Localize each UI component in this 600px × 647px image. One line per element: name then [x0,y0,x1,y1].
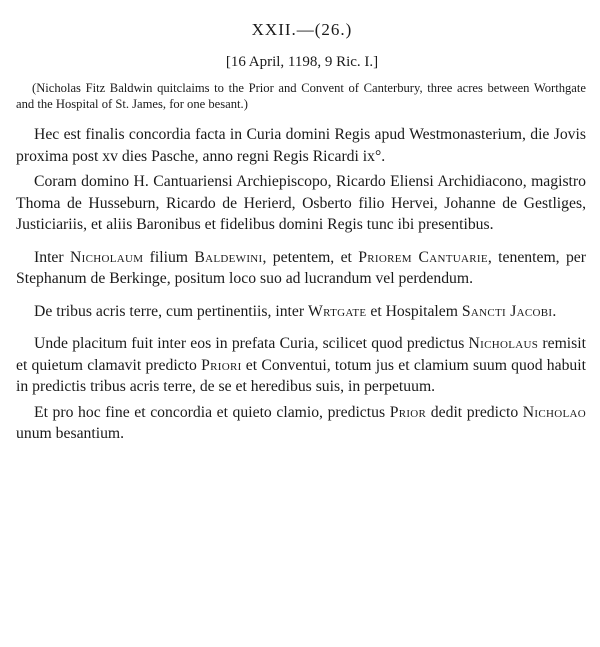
name-priori: Priori [201,356,242,374]
paragraph-payment [16,402,588,445]
paragraph-land [16,301,588,323]
english-summary: (Nicholas Fitz Baldwin quitclaims to the Prior and Convent of Canterbury, three acres between Worthgate and the Hospital of St. James, for one besant.) [16,81,586,111]
text-run: dedit predicto [426,403,523,421]
name-prior-canterbury: Priorem Cantuarie [358,248,488,266]
name-nicholaus: Nicholaus [468,335,539,352]
charter-number-heading: XXII.—(26.) [251,20,353,39]
text-run: Et pro hoc fine et concordia et quieto clamio, predictus [34,403,390,421]
paragraph-quitclaim [16,333,588,398]
paragraph-parties [16,247,588,290]
place-st-james: Sancti Jacobi [461,302,553,320]
place-wrtgate: Wrtgate [308,302,367,320]
paragraph-concord: Hec est finalis concordia facta in Curia domini Regis apud Westmonasterium, die Jovis proxima post xv dies Pasche, anno regni Regis Ricardi ix°. [16,126,586,165]
paragraph-witnesses: Coram domino H. Cantuariensi Archiepiscopo, Ricardo Eliensi Archidiacono, magistro Thoma de Husseburn, Ricardo de Herierd, Osberto filio Hervei, Johanne de Gestliges, Justiciariis, et aliis Baronibus et fidelibus domini Regis tunc ibi presentibus. [16,173,586,233]
text-run: , petentem, et [262,248,359,266]
name-prior: Prior [389,403,427,421]
text-run: et Hospitalem [366,302,462,320]
name-baldwin: Baldewini [194,248,263,266]
text-run: et Conventui, totum jus et clamium suum quod habuit in predictis tribus acris terre, de se et heredibus suis, in perpetuum. [16,356,586,395]
name-nicholao: Nicholao [522,403,586,421]
text-run: remisit et quietum clamavit predicto [16,335,586,374]
text-run: , tenentem, per Stephanum de Berkinge, positum loco suo ad lucrandum vel perdendum. [16,248,586,287]
text-run: unum besantium. [16,425,125,442]
text-run: De tribus acris terre, cum pertinentiis, inter [34,302,309,320]
text-run: Unde placitum fuit inter eos in prefata Curia, scilicet quod predictus [34,335,469,352]
text-run: . [552,302,557,320]
name-nicholas: Nicholaum [69,248,144,266]
date-line: [16 April, 1198, 9 Ric. I.] [225,54,379,70]
text-run: Inter [34,248,70,266]
text-run: filium [143,248,195,266]
